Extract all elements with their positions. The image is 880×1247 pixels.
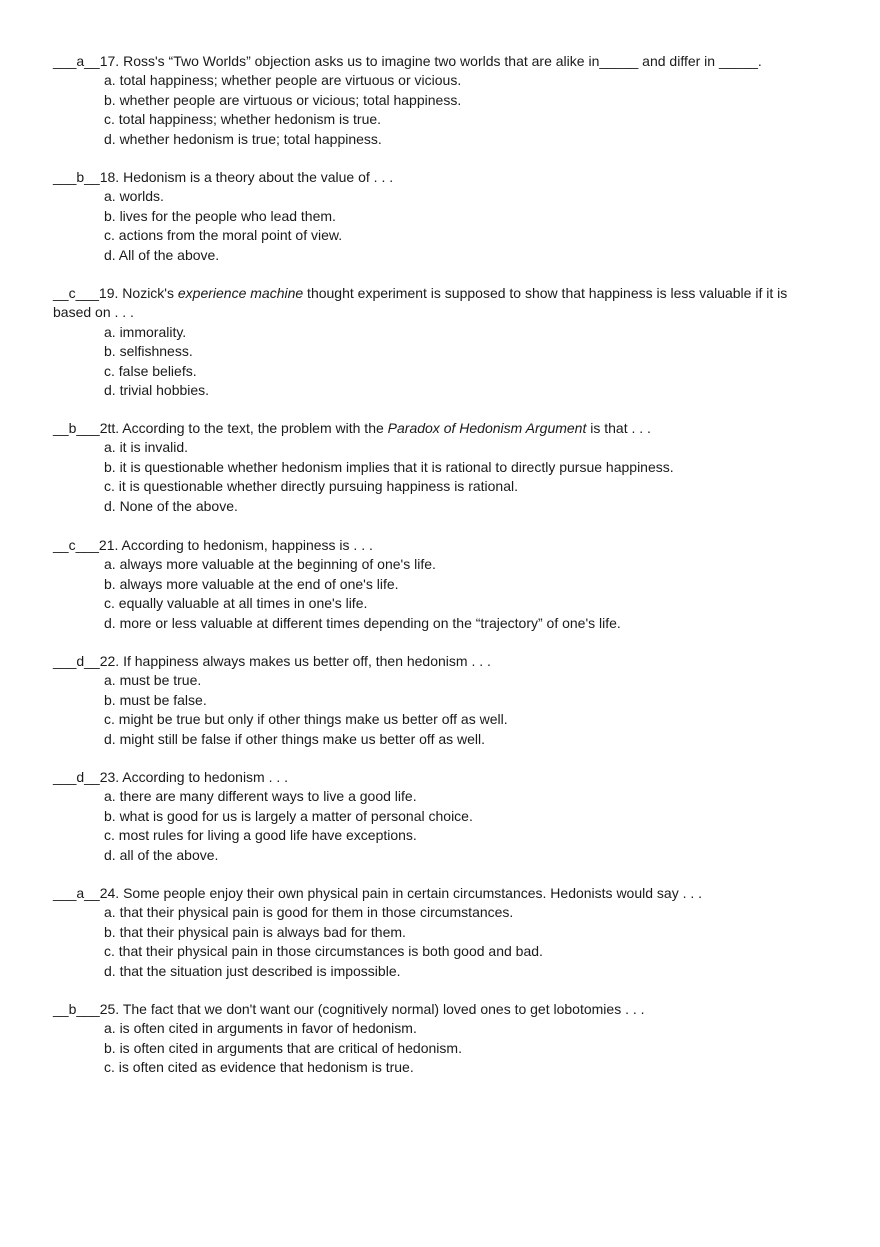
option-c: c. is often cited as evidence that hedonism is true. [104, 1059, 414, 1076]
question-stem [53, 652, 823, 671]
option-a: a. it is invalid. [104, 439, 189, 456]
option-list [53, 71, 823, 149]
option-c: c. false beliefs. [104, 362, 197, 379]
question-21 [53, 536, 823, 633]
question-stem [53, 284, 823, 323]
option-b: b. what is good for us is largely a matter of personal choice. [104, 807, 473, 824]
question-20 [53, 419, 823, 516]
option-list [53, 438, 823, 516]
question-24 [53, 884, 823, 981]
option-b: b. that their physical pain is always bad for them. [104, 923, 406, 940]
option-c: c. total happiness; whether hedonism is true. [104, 111, 382, 128]
answer-line: __b___2tt. [53, 420, 120, 436]
question-stem [53, 768, 823, 787]
option-list [53, 323, 823, 401]
option-d: d. might still be false if other things make us better off as well. [104, 730, 486, 747]
option-a: a. must be true. [104, 672, 202, 689]
stem-text: If happiness always makes us better off, then hedonism . . . [119, 653, 491, 669]
stem-text: thought experiment is supposed to show that happiness is less valuable if it is based on . . . [53, 285, 788, 321]
stem-text: is that . . . [586, 420, 651, 436]
stem-text: The fact that we don't want our (cognitively normal) loved ones to get lobotomies . . . [119, 1001, 645, 1017]
option-c: c. most rules for living a good life have exceptions. [104, 827, 417, 844]
option-c: c. equally valuable at all times in one's life. [104, 595, 368, 612]
option-b: b. whether people are virtuous or vicious; total happiness. [104, 91, 462, 108]
answer-line: ___a__17. [53, 53, 120, 69]
stem-text: According to the text, the problem with the [119, 420, 388, 436]
answer-line: __c___21. [53, 537, 119, 553]
stem-text: According to hedonism . . . [119, 769, 289, 785]
option-list [53, 187, 823, 265]
answer-line: ___d__22. [53, 653, 120, 669]
question-17 [53, 52, 823, 149]
option-a: a. always more valuable at the beginning of one's life. [104, 556, 436, 573]
answer-line: ___a__24. [53, 885, 120, 901]
option-d: d. None of the above. [104, 497, 238, 514]
stem-text: According to hedonism, happiness is . . . [118, 537, 373, 553]
stem-text: Some people enjoy their own physical pain in certain circumstances. Hedonists would say . . . [119, 885, 703, 901]
question-stem [53, 884, 823, 903]
option-a: a. immorality. [104, 323, 187, 340]
stem-text: Ross's “Two Worlds” objection asks us to imagine two worlds that are alike in_____ and differ in _____. [119, 53, 762, 69]
question-stem [53, 168, 823, 187]
answer-line: ___b__18. [53, 169, 120, 185]
option-d: d. All of the above. [104, 246, 220, 263]
option-b: b. it is questionable whether hedonism implies that it is rational to directly pursue happiness. [104, 458, 674, 475]
option-c: c. that their physical pain in those circumstances is both good and bad. [104, 943, 543, 960]
option-a: a. there are many different ways to live a good life. [104, 788, 417, 805]
question-stem [53, 52, 823, 71]
option-b: b. lives for the people who lead them. [104, 207, 336, 224]
option-c: c. it is questionable whether directly pursuing happiness is rational. [104, 478, 519, 495]
stem-italic-term: experience machine [177, 285, 304, 301]
question-22 [53, 652, 823, 749]
option-a: a. total happiness; whether people are virtuous or vicious. [104, 72, 462, 89]
question-stem [53, 1000, 823, 1019]
option-b: b. must be false. [104, 691, 207, 708]
question-19 [53, 284, 823, 400]
stem-italic-term: Paradox of Hedonism Argument [387, 420, 587, 436]
stem-text: Nozick's [118, 285, 178, 301]
answer-line: ___d__23. [53, 769, 120, 785]
option-list [53, 555, 823, 633]
option-list [53, 1019, 823, 1077]
option-b: b. is often cited in arguments that are critical of hedonism. [104, 1039, 462, 1056]
question-25 [53, 1000, 823, 1078]
option-d: d. whether hedonism is true; total happiness. [104, 130, 382, 147]
option-d: d. trivial hobbies. [104, 382, 210, 399]
answer-line: __b___25. [53, 1001, 120, 1017]
option-b: b. always more valuable at the end of one's life. [104, 575, 399, 592]
option-c: c. actions from the moral point of view. [104, 227, 343, 244]
option-a: a. that their physical pain is good for them in those circumstances. [104, 904, 514, 921]
option-b: b. selfishness. [104, 343, 193, 360]
question-stem [53, 536, 823, 555]
question-18 [53, 168, 823, 265]
option-a: a. worlds. [104, 188, 164, 205]
question-stem [53, 419, 823, 438]
option-c: c. might be true but only if other things make us better off as well. [104, 711, 508, 728]
answer-line: __c___19. [53, 285, 119, 301]
option-list [53, 787, 823, 865]
stem-text: Hedonism is a theory about the value of . . . [119, 169, 394, 185]
option-list [53, 903, 823, 981]
option-d: d. all of the above. [104, 846, 219, 863]
option-a: a. is often cited in arguments in favor of hedonism. [104, 1020, 417, 1037]
option-d: d. that the situation just described is impossible. [104, 962, 401, 979]
option-d: d. more or less valuable at different times depending on the “trajectory” of one's life. [104, 614, 621, 631]
option-list [53, 671, 823, 749]
question-23 [53, 768, 823, 865]
